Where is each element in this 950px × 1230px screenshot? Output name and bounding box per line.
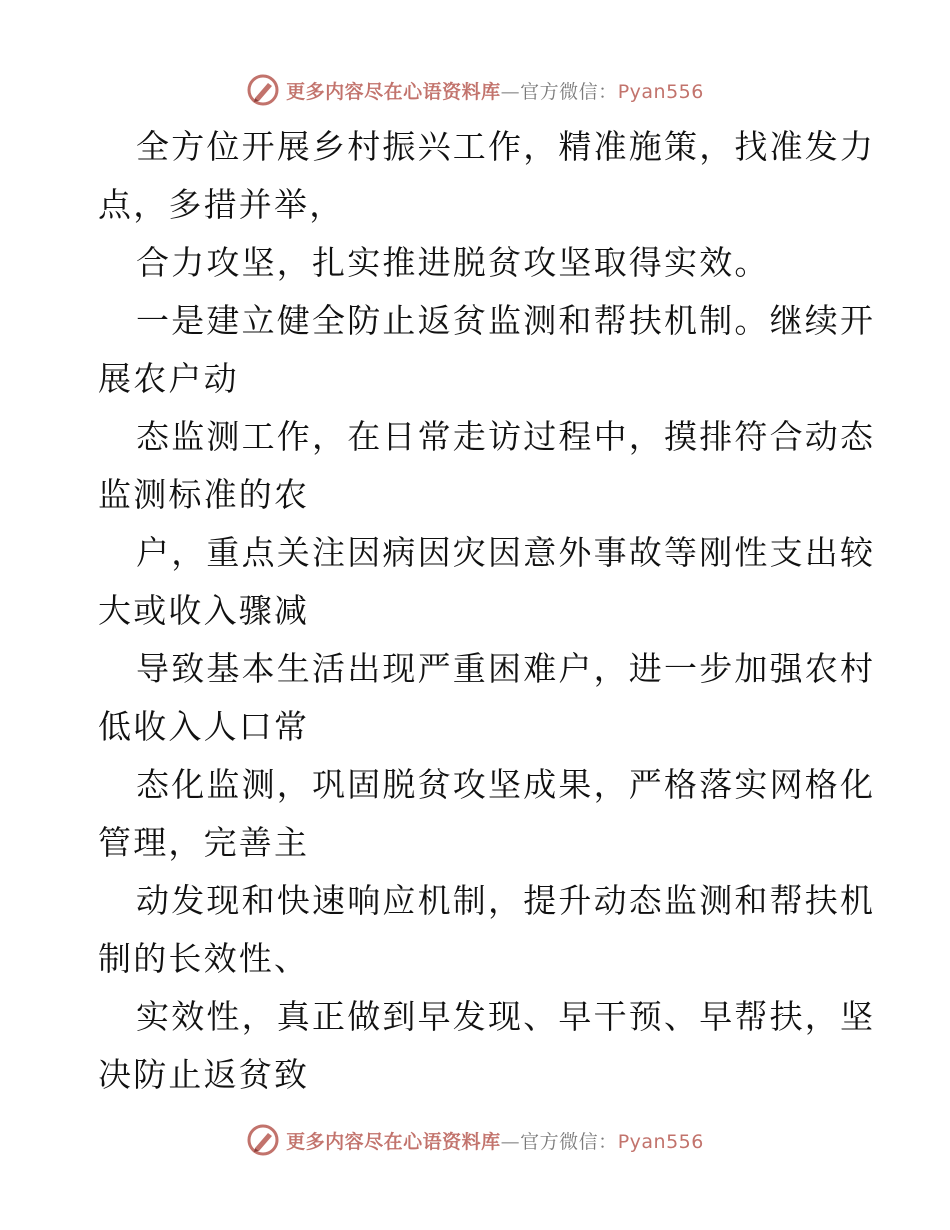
text-line: 态化监测，巩固脱贫攻坚成果，严格落实网格化 — [136, 765, 876, 804]
text-line: 一是建立健全防止返贫监测和帮扶机制。继续开 — [136, 301, 876, 340]
text-line: 户，重点关注因病因灾因意外事故等刚性支出较 — [136, 533, 876, 572]
text-line: 展农户动 — [98, 359, 239, 398]
text-line: 制的长效性、 — [98, 939, 310, 978]
text-line: 全方位开展乡村振兴工作，精准施策，找准发力 — [136, 127, 876, 166]
text-line: 态监测工作，在日常走访过程中，摸排符合动态 — [136, 417, 876, 456]
text-line: 合力攻坚，扎实推进脱贫攻坚取得实效。 — [136, 243, 770, 282]
header-banner — [0, 70, 950, 110]
seal-pen-icon — [246, 73, 280, 107]
text-line: 监测标准的农 — [98, 475, 310, 514]
text-line: 导致基本生活出现严重困难户，进一步加强农村 — [136, 649, 876, 688]
header-banner-text: 更多内容尽在心语资料库—官方微信：Pyan556 — [286, 80, 704, 103]
footer-banner-text: 更多内容尽在心语资料库—官方微信：Pyan556 — [286, 1130, 704, 1153]
text-line: 点，多措并举， — [98, 185, 345, 224]
text-line: 管理，完善主 — [98, 823, 310, 862]
text-line: 实效性，真正做到早发现、早干预、早帮扶，坚 — [136, 997, 876, 1036]
text-line: 大或收入骤减 — [98, 591, 310, 630]
document-body — [98, 118, 876, 1104]
text-line: 决防止返贫致 — [98, 1055, 310, 1094]
seal-pen-icon — [246, 1123, 280, 1157]
text-line: 低收入人口常 — [98, 707, 310, 746]
text-line: 动发现和快速响应机制，提升动态监测和帮扶机 — [136, 881, 876, 920]
footer-banner — [0, 1120, 950, 1160]
